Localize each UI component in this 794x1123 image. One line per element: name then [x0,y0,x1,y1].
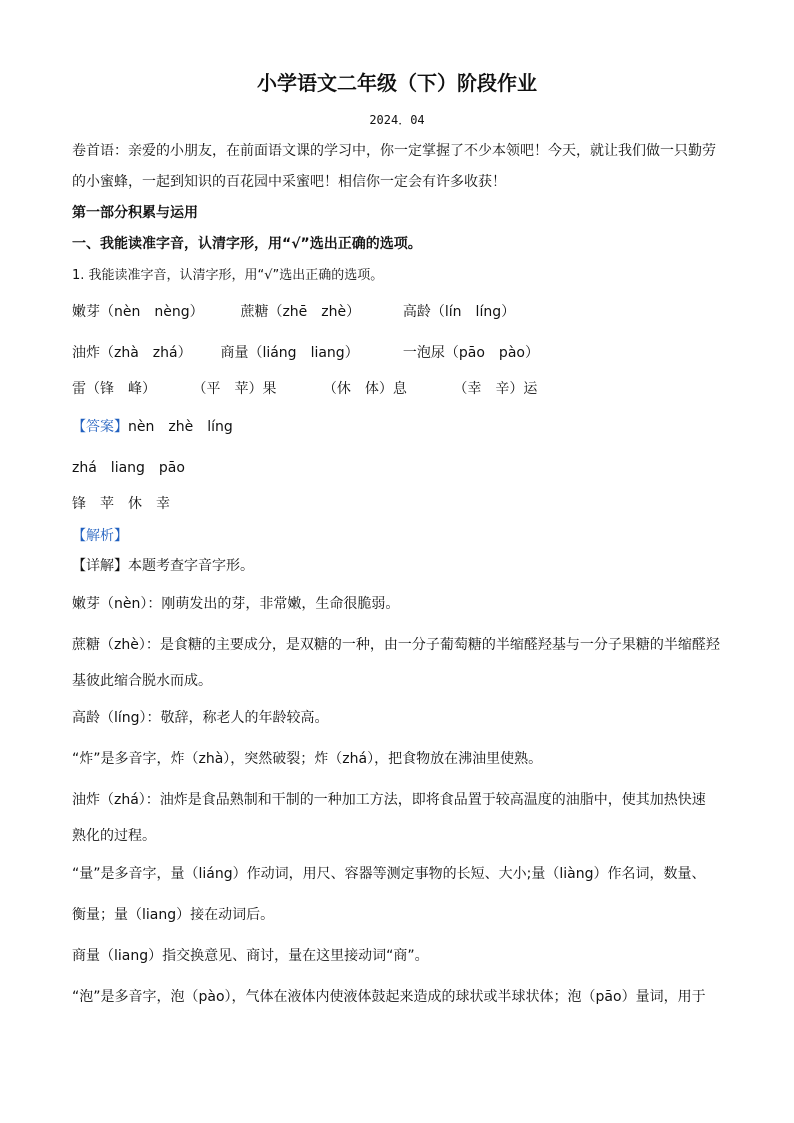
date-label: 2024．04 [369,113,425,127]
intro-line-1: 卷首语：亲爱的小朋友，在前面语文课的学习中，你一定掌握了不少本领吧！今天，就让我们做一只勤劳 [72,143,716,159]
explanation-paragraph: “炸”是多音字，炸（zhà），突然破裂；炸（zhá），把食物放在沸油里使熟。 [72,751,543,767]
explanation-paragraph: 高龄（líng）：敬辞，称老人的年龄较高。 [72,710,329,726]
analysis-tag: 【解析】 [72,528,128,544]
detail-tag: 【详解】 [72,558,128,574]
option-item: 蔗糖（zhē zhè） [240,304,361,320]
option-item: 雷（锋 峰） [72,381,156,397]
option-item: （平 苹）果 [192,381,277,397]
page-title: 小学语文二年级（下）阶段作业 [257,71,537,95]
explanation-paragraph: 蔗糖（zhè）：是食糖的主要成分，是双糖的一种，由一分子葡萄糖的半缩醛羟基与一分子果糖的半缩醛羟 [72,637,720,653]
explanation-paragraph: 衡量；量（liang）接在动词后。 [72,907,275,923]
option-item: 油炸（zhà zhá） [72,345,192,361]
answer-tag: 【答案】 [72,419,128,435]
option-item: （幸 辛）运 [453,381,538,397]
option-item: 嫩芽（nèn nèng） [72,304,204,320]
answer-line-1 [72,418,233,436]
section-heading: 一、我能读准字音，认清字形，用“√”选出正确的选项。 [72,236,422,252]
option-item: 一泡尿（pāo pào） [402,345,539,361]
answer-line-2: zhá liang pāo [72,460,185,476]
options-row-1 [72,303,515,321]
explanation-paragraph: 嫩芽（nèn）：刚萌发出的芽，非常嫩，生命很脆弱。 [72,596,400,612]
detail-line [72,557,254,575]
question-text: 1. 我能读准字音，认清字形，用“√”选出正确的选项。 [72,268,384,283]
explanation-paragraph: 熟化的过程。 [72,828,156,844]
answer-line-3: 锋 苹 休 幸 [72,496,170,512]
option-item: 高龄（lín líng） [402,304,516,320]
explanation-paragraph: 油炸（zhá）：油炸是食品熟制和干制的一种加工方法，即将食品置于较高温度的油脂中，使其加热快速 [72,792,706,808]
options-row-3 [72,380,537,398]
intro-line-2: 的小蜜蜂，一起到知识的百花园中采蜜吧！相信你一定会有许多收获！ [72,174,506,190]
option-item: 商量（liáng liang） [220,345,359,361]
section-title: 第一部分积累与运用 [72,205,198,221]
answer-text: nèn zhè líng [128,419,233,435]
option-item: （休 体）息 [322,381,407,397]
detail-text: 本题考查字音字形。 [128,558,254,574]
explanation-paragraph: “泡”是多音字，泡（pào），气体在液体内使液体鼓起来造成的球状或半球状体；泡（pāo）量词，用于 [72,989,706,1005]
explanation-paragraph: “量”是多音字，量（liáng）作动词，用尺、容器等测定事物的长短、大小;量（liàng）作名词，数量、 [72,866,706,882]
options-row-2 [72,344,539,362]
explanation-paragraph: 商量（liang）指交换意见、商讨，量在这里接动词“商”。 [72,948,429,964]
explanation-paragraph: 基彼此缩合脱水而成。 [72,673,212,689]
